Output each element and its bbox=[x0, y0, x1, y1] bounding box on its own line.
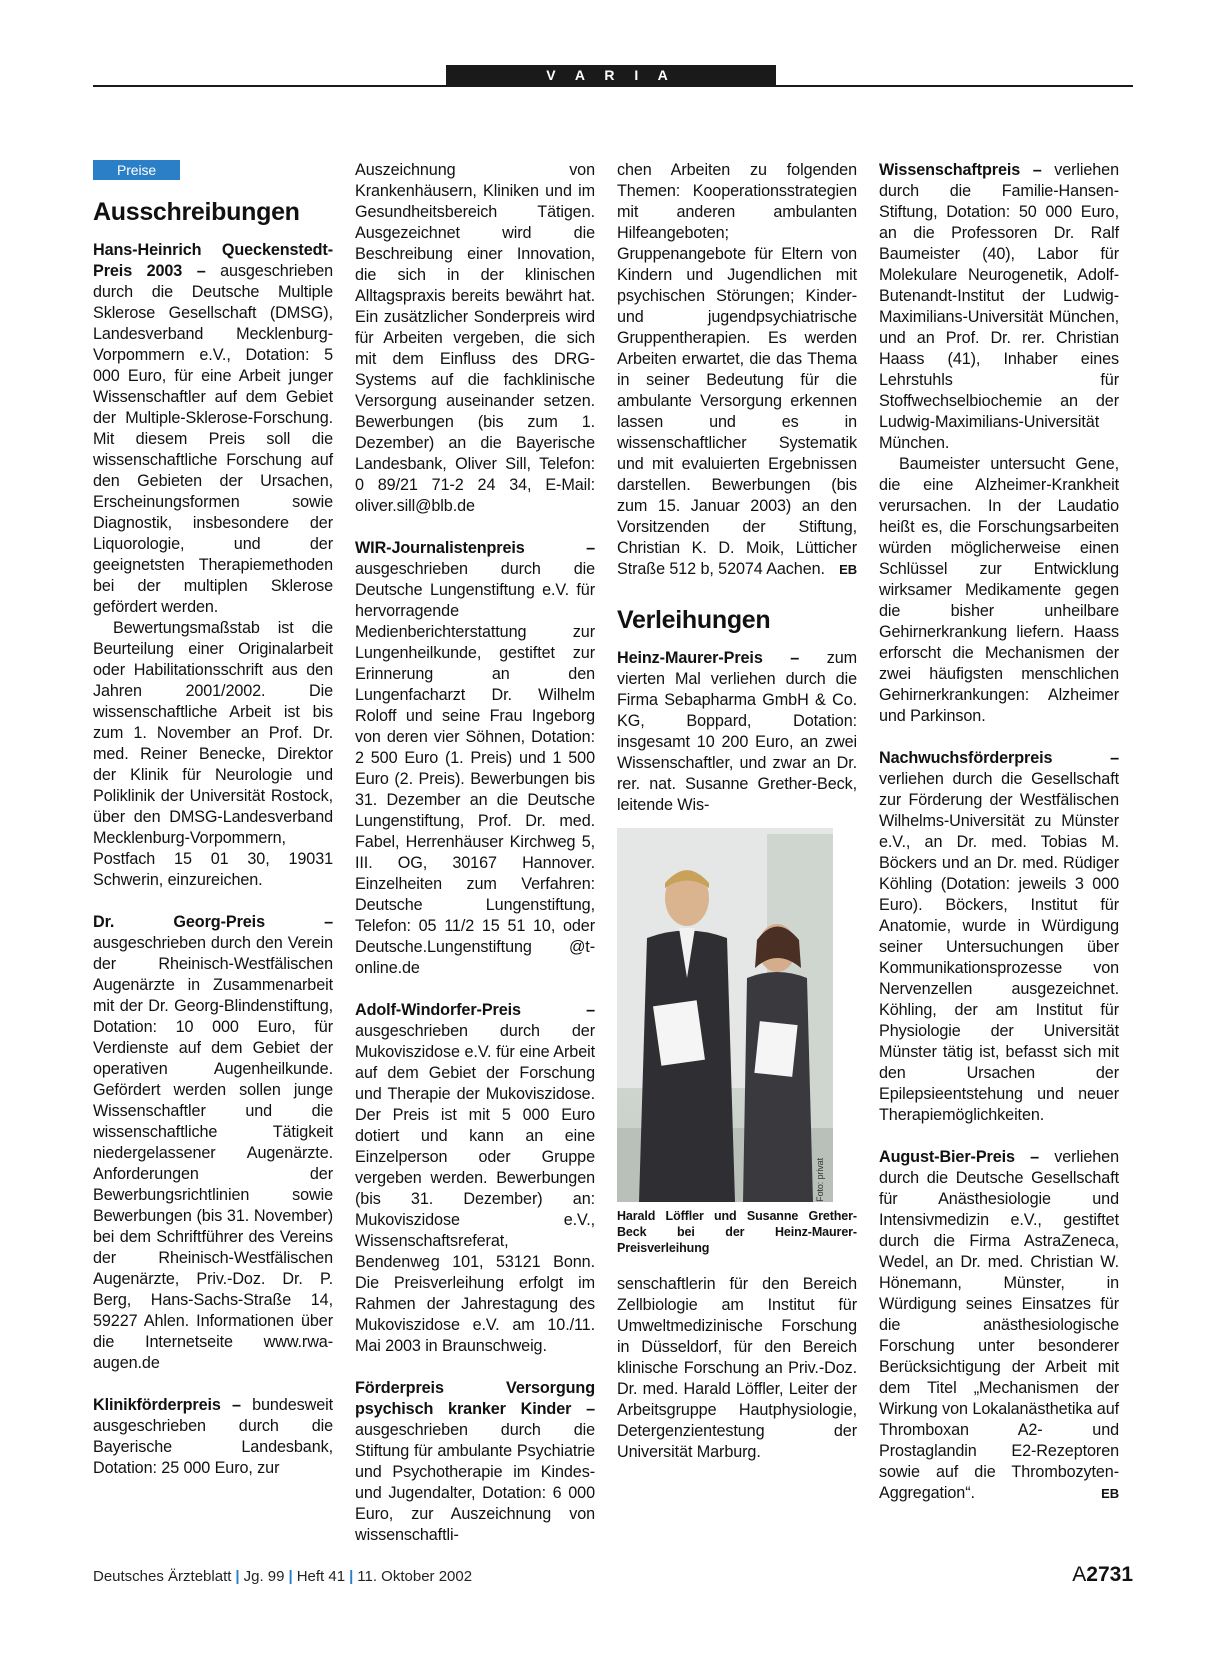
prize-name: Adolf-Windorfer-Preis – bbox=[355, 1001, 595, 1019]
prize-name: Nachwuchsförderpreis – bbox=[879, 749, 1119, 767]
separator: | bbox=[288, 1568, 293, 1585]
paragraph bbox=[355, 1378, 595, 1546]
author-initials: EB bbox=[839, 562, 857, 577]
separator: | bbox=[235, 1568, 240, 1585]
footer-citation bbox=[93, 1568, 472, 1585]
column-2 bbox=[355, 160, 595, 1546]
prize-name: Hans-Heinrich Queckenstedt-Preis 2003 – bbox=[93, 241, 333, 280]
paragraph-text: chen Arbeiten zu folgenden Themen: Kooperationsstrategien mit anderen ambulanten Hilfeangeboten; Gruppenangebote für Eltern von Kindern und Jugendlichen mit psychischen Störungen; Kinder- und jugendpsychiatrische Gruppentherapien. Es werden Arbeiten erwartet, die das Thema in seiner Bedeutung für die ambulante Versorgung erkennen lassen und es in wissenschaftlicher Systematik und mit evaluierten Ergebnissen darstellen. Bewerbungen (bis zum 15. Januar 2003) an den Vorsitzenden der Stiftung, Christian K. D. Moik, Lütticher Straße 512 b, 52074 Aachen. bbox=[617, 161, 857, 578]
paragraph-text: ausgeschrieben durch die Deutsche Multiple Sklerose Gesellschaft (DMSG), Landesverband Mecklenburg-Vorpommern e.V., Dotation: 5 000 Euro, für eine Arbeit junger Wissenschaftler auf dem Gebiet der Multiple-Sklerose-Forschung. Mit diesem Preis soll die wissenschaftliche Forschung auf den Gebieten der Ursachen, Erscheinungsformen sowie Diagnostik, insbesondere der Liquorologie, und der geeignetsten Therapiemethoden bei der multiplen Sklerose gefördert werden. bbox=[93, 262, 333, 616]
paragraph bbox=[879, 1147, 1119, 1504]
issue-date: 11. Oktober 2002 bbox=[357, 1568, 473, 1585]
volume: Jg. 99 bbox=[243, 1568, 285, 1585]
paragraph bbox=[355, 1000, 595, 1357]
paragraph bbox=[93, 1395, 333, 1479]
prize-name: Wissenschaftpreis – bbox=[879, 161, 1042, 179]
issue: Heft 41 bbox=[296, 1568, 346, 1585]
prize-name: Förderpreis Versorgung psychisch kranker Kinder – bbox=[355, 1379, 595, 1418]
prize-name: Klinikförderpreis – bbox=[93, 1396, 241, 1414]
paragraph-text: verliehen durch die Familie-Hansen-Stiftung, Dotation: 50 000 Euro, an die Professoren Dr. Ralf Baumeister (40), Labor für Molekulare Neurogenetik, Adolf-Butenandt-Institut der Ludwig-Maximilians-Universität München, und an Prof. Dr. rer. Christian Haass (41), Inhaber eines Lehrstuhls für Stoffwechselbiochemie an der Ludwig-Maximilians-Universität München. bbox=[879, 161, 1119, 452]
photo-caption: Harald Löffler und Susanne Grether-Beck bei der Heinz-Maurer-Preisverleihung bbox=[617, 1209, 857, 1255]
separator: | bbox=[349, 1568, 354, 1585]
prize-name: Heinz-Maurer-Preis – bbox=[617, 649, 800, 667]
author-initials: EB bbox=[1101, 1486, 1119, 1501]
prize-name: August-Bier-Preis – bbox=[879, 1148, 1040, 1166]
paragraph: senschaftlerin für den Bereich Zellbiologie am Institut für Umweltmedizinische Forschung in Düsseldorf, für den Bereich klinische Forschung an Priv.-Doz. Dr. med. Harald Löffler, Leiter der Arbeitsgruppe Hautphysiologie, Detergenzientestung der Universität Marburg. bbox=[617, 1275, 857, 1461]
paragraph-text: bundesweit ausgeschrieben durch die Bayerische Landesbank, Dotation: 25 000 Euro, zur bbox=[93, 1396, 333, 1477]
people-illustration bbox=[617, 828, 833, 1202]
paragraph-text: verliehen durch die Deutsche Gesellschaft für Anästhesiologie und Intensivmedizin e.V., gestiftet durch die Firma AstraZeneca, Wedel, an Dr. med. Christian W. Hönemann, Münster, in Würdigung seines Einsatzes für die anästhesiologische Forschung unter besonderer Berücksichtigung der Arbeit mit dem Titel „Mechanismen der Wirkung von Lokalanästhetika auf Thromboxan A2- und Prostaglandin E2-Rezeptoren sowie auf die Thrombozyten-Aggregation“. bbox=[879, 1148, 1119, 1502]
paragraph-text: ausgeschrieben durch die Deutsche Lungenstiftung e.V. für hervorragende Medienberichterstattung zur Lungenheilkunde, gestiftet zur Erinnerung an den Lungenfacharzt Dr. Wilhelm Roloff und seine Frau Ingeborg von deren vier Söhnen, Dotation: 2 500 Euro (1. Preis) und 1 500 Euro (2. Preis). Bewerbungen bis 31. Dezember an die Deutsche Lungenstiftung, Prof. Dr. med. Fabel, Herrenhäuser Kirchweg 5, III. OG, 30167 Hannover. Einzelheiten zum Verfahren: Deutsche Lungenstiftung, Telefon: 05 11/2 15 51 10, oder Deutsche.Lungenstiftung @t-online.de bbox=[355, 560, 595, 977]
column-3 bbox=[617, 160, 857, 1463]
photo-credit: Foto: privat bbox=[815, 1158, 825, 1202]
paragraph bbox=[879, 748, 1119, 1126]
paragraph bbox=[355, 538, 595, 979]
heading-verleihungen: Verleihungen bbox=[617, 606, 771, 634]
paragraph bbox=[879, 160, 1119, 454]
paragraph bbox=[93, 912, 333, 1374]
award-photo bbox=[617, 828, 833, 1202]
paragraph-text: ausgeschrieben durch den Verein der Rheinisch-Westfälischen Augenärzte in Zusammenarbeit mit der Dr. Georg-Blindenstiftung, Dotation: 10 000 Euro, für Verdienste auf dem Gebiet der operativen Augenheilkunde. Gefördert werden sollen junge Wissenschaftler und die wissenschaftliche Tätigkeit niedergelassener Augenärzte. Anforderungen der Bewerbungsrichtlinien sowie Bewerbungen (bis 31. November) bei dem Schriftführer des Vereins der Rheinisch-Westfälischen Augenärzte, Priv.-Doz. Dr. P. Berg, Hans-Sachs-Straße 14, 59227 Ahlen. Informationen über die Internetseite www.rwa-augen.de bbox=[93, 934, 333, 1372]
page-value: 2731 bbox=[1086, 1563, 1133, 1586]
prize-name: WIR-Journalistenpreis – bbox=[355, 539, 595, 557]
paragraph-text: ausgeschrieben durch die Stiftung für ambulante Psychiatrie und Psychotherapie im Kindes- und Jugendalter, Dotation: 6 000 Euro, zur Auszeichnung von wissenschaftli- bbox=[355, 1421, 595, 1544]
prize-name: Dr. Georg-Preis – bbox=[93, 913, 333, 931]
section-label: V A R I A bbox=[446, 65, 776, 85]
journal-name: Deutsches Ärzteblatt bbox=[93, 1568, 232, 1585]
paragraph bbox=[617, 160, 857, 580]
header-rule bbox=[93, 85, 1133, 87]
paragraph: Baumeister untersucht Gene, die eine Alzheimer-Krankheit verursachen. In der Laudatio heißt es, die Forschungsarbeiten würden möglicherweise einen Schlüssel zur Entwicklung wirksamer Medikamente gegen die bisher unheilbare Gehirnerkrankung liefern. Haass erforscht die Mechanismen der zwei häufigsten menschlichen Gehirnerkrankungen: Alzheimer und Parkinson. bbox=[879, 455, 1119, 725]
paragraph-text: verliehen durch die Gesellschaft zur Förderung der Westfälischen Wilhelms-Universität zu Münster e.V., an Dr. med. Tobias M. Böckers und an Dr. med. Rüdiger Köhling (Dotation: jeweils 3 000 Euro). Böckers, Institut für Anatomie, wurde in Würdigung seiner Untersuchungen über Kommunikationsprozesse von Nervenzellen ausgezeichnet. Köhling, der am Institut für Physiologie der Universität Münster tätig ist, befasst sich mit den Ursachen der Epilepsieentstehung und neuer Therapiemöglichkeiten. bbox=[879, 770, 1119, 1124]
paragraph: Auszeichnung von Krankenhäusern, Kliniken und im Gesundheitsbereich Tätigen. Ausgezeichnet wird die Beschreibung einer Innovation, die sich in der klinischen Alltagspraxis bereits bewährt hat. Ein zusätzlicher Sonderpreis wird für Arbeiten vergeben, die sich mit dem Einfluss des DRG-Systems auf die fachklinische Versorgung auseinander setzen. Bewerbungen (bis zum 1. Dezember) an die Bayerische Landesbank, Oliver Sill, Telefon: 0 89/21 71-2 24 34, E-Mail: oliver.sill@blb.de bbox=[355, 161, 595, 515]
paragraph bbox=[93, 240, 333, 618]
paragraph: Bewertungsmaßstab ist die Beurteilung einer Originalarbeit oder Habilitationsschrift aus den Jahren 2001/2002. Die wissenschaftliche Arbeit ist bis zum 1. November an Prof. Dr. med. Reiner Benecke, Direktor der Klinik für Neurologie und Poliklinik der Universität Rostock, über den DMSG-Landesverband Mecklenburg-Vorpommern, Postfach 15 01 30, 19031 Schwerin, einzureichen. bbox=[93, 619, 333, 889]
paragraph-text: ausgeschrieben durch der Mukoviszidose e.V. für eine Arbeit auf dem Gebiet der Forschung und Therapie der Mukoviszidose. Der Preis ist mit 5 000 Euro dotiert und kann an eine Einzelperson oder Gruppe vergeben werden. Bewerbungen (bis 31. Dezember) an: Mukoviszidose e.V., Wissenschaftsreferat, Bendenweg 101, 53121 Bonn. Die Preisverleihung erfolgt im Rahmen der Jahrestagung des Mukoviszidose e.V. am 10./11. Mai 2003 in Braunschweig. bbox=[355, 1022, 595, 1355]
page-number bbox=[1072, 1563, 1133, 1587]
paragraph bbox=[617, 648, 857, 816]
column-1 bbox=[93, 160, 333, 1479]
paragraph-text: zum vierten Mal verliehen durch die Firma Sebapharma GmbH & Co. KG, Boppard, Dotation: insgesamt 10 200 Euro, an zwei Wissenschaftler, und zwar an Dr. rer. nat. Susanne Grether-Beck, leitende Wis- bbox=[617, 649, 857, 814]
category-badge: Preise bbox=[93, 160, 180, 180]
heading-ausschreibungen: Ausschreibungen bbox=[93, 198, 300, 226]
page-prefix: A bbox=[1072, 1563, 1087, 1586]
column-4 bbox=[879, 160, 1119, 1504]
